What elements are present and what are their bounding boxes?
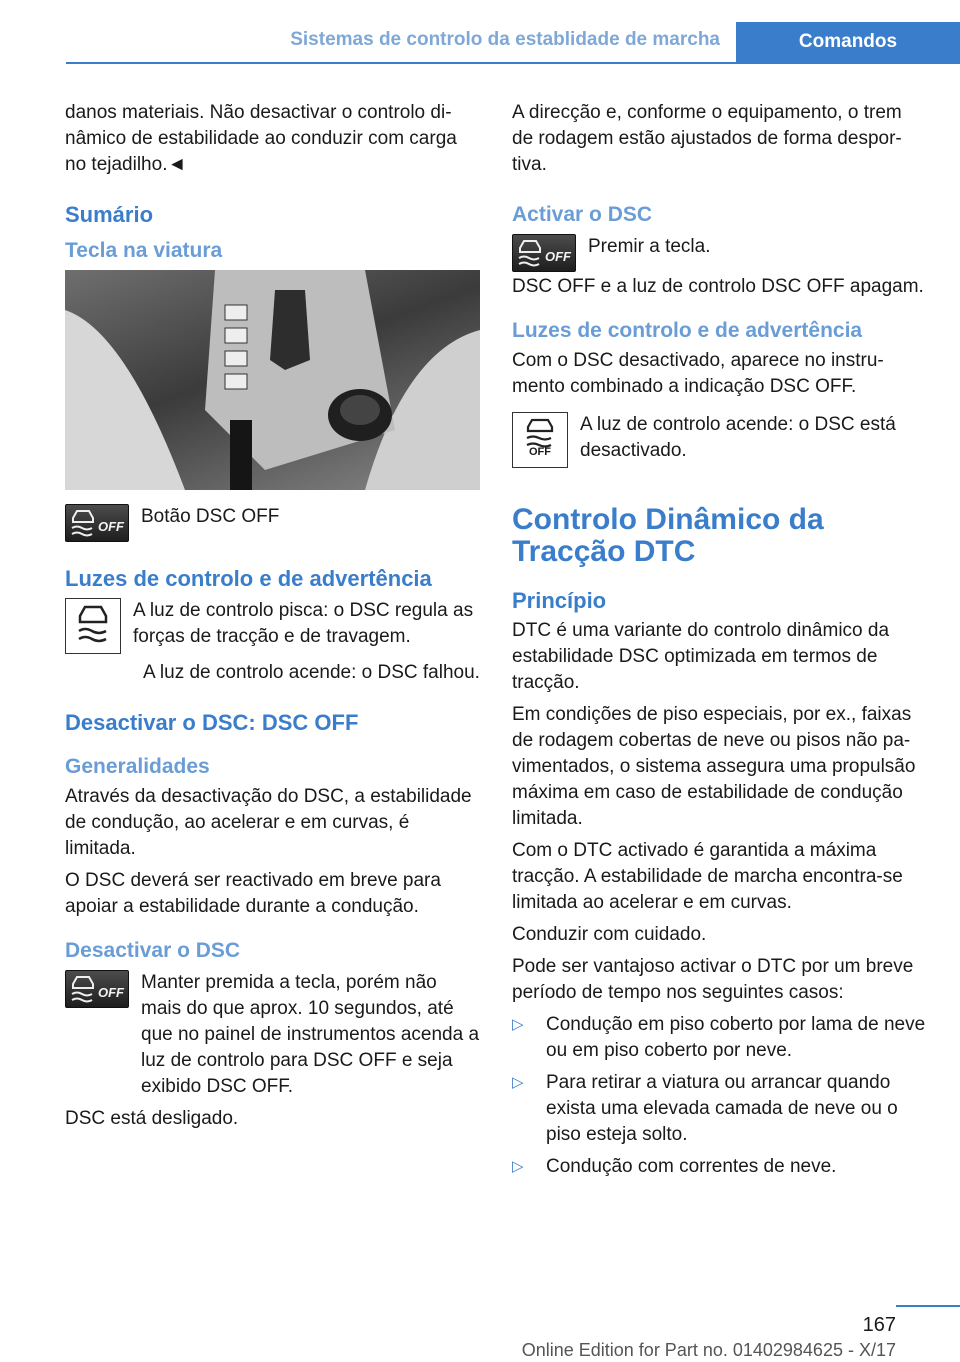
apagam-text: DSC OFF e a luz de controlo DSC OFF apagam. [512, 276, 924, 297]
dsc-button-label: OFF [98, 519, 124, 534]
left-column [65, 100, 480, 1138]
lamp-pisca-row [65, 598, 480, 656]
heading-activar: Activar o DSC [512, 203, 653, 226]
dtc-p3: Com o DTC activado é garantida a máxima tracção. A estabilidade de marcha encontra-se limitada ao acelerar e em curvas. [512, 840, 903, 913]
list-item: ▷ Condução em piso coberto por lama de neve ou em piso coberto por neve. [512, 1014, 926, 1061]
section-title: Sistemas de controlo da establidade de marcha [290, 29, 720, 50]
luz-acende-text-left: A luz de controlo acende: o DSC falhou. [143, 662, 480, 683]
lamp-off-label: OFF [529, 446, 551, 458]
generalidades-p1: Através da desactivação do DSC, a estabilidade de condução, ao acelerar e em curvas, é limitada. [65, 786, 472, 859]
dsc-lamp-icon [65, 598, 121, 654]
heading-sumario: Sumário [65, 202, 154, 227]
console-photo-drawing [65, 270, 480, 490]
premir-text: Premir a tecla. [588, 236, 711, 257]
generalidades-p2: O DSC deverá ser reactivado em breve para apoiar a estabilidade durante a condução. [65, 870, 441, 917]
right-column [512, 100, 927, 1186]
intro-text-right: A direcção e, conforme o equipamento, o trem de rodagem estão ajustados de forma desportiva. [512, 102, 902, 175]
footer-rule [896, 1305, 960, 1307]
activar-row [512, 234, 927, 272]
heading-desactivar: Desactivar o DSC: DSC OFF [65, 710, 359, 735]
heading-desactivar-sub: Desactivar o DSC [65, 939, 241, 962]
dsc-desligado-text: DSC está desligado. [65, 1108, 239, 1129]
dtc-p4: Conduzir com cuidado. [512, 924, 707, 945]
dtc-p2: Em condições de piso especiais, por ex., faixas de rodagem cobertas de neve ou pisos não pavimentados, o sistema assegura uma propulsão máxima em caso de estabilidade de condução limitada. [512, 704, 916, 829]
page-header [66, 22, 960, 64]
dsc-button-label-3: OFF [545, 249, 571, 264]
dtc-p1: DTC é uma variante do controlo dinâmico da estabilidade DSC optimizada em termos de tracção. [512, 620, 890, 693]
heading-tecla: Tecla na viatura [65, 239, 223, 262]
dsc-off-button-icon-2 [65, 970, 129, 1008]
dtc-cases-list [512, 1012, 927, 1180]
intro-text-left: danos materiais. Não desactivar o controlo dinâmico de estabilidade ao conduzir com carga no tejadilho.◄ [65, 102, 457, 175]
list-item: ▷ Condução com correntes de neve. [512, 1154, 927, 1180]
luz-pisca-text: A luz de controlo pisca: o DSC regula as forças de tracção e de travagem. [133, 600, 474, 647]
lamp-off-row [512, 412, 927, 468]
dsc-off-button-icon-3 [512, 234, 576, 272]
dsc-off-button-icon [65, 504, 129, 542]
heading-generalidades: Generalidades [65, 755, 210, 778]
desactivar-text: Manter premida a tecla, porém não mais do que aprox. 10 segundos, até que no painel de instrumentos acenda a luz de controlo para DSC OFF e seja exibido DSC OFF. [141, 972, 480, 1097]
console-photo [65, 270, 480, 490]
page-number: 167 [862, 1314, 896, 1336]
dsc-button-label-2: OFF [98, 985, 124, 1000]
dsc-off-button-row [65, 504, 480, 542]
com-dsc-text: Com o DSC desactivado, aparece no instrumento combinado a indicação DSC OFF. [512, 350, 884, 397]
bullet-icon: ▷ [512, 1158, 524, 1175]
heading-dtc: Controlo Dinâmico da Tracção DTC [512, 503, 824, 568]
bullet-icon: ▷ [512, 1016, 524, 1033]
heading-luzes-left: Luzes de controlo e de advertência [65, 566, 432, 591]
desactivar-row [65, 970, 480, 1100]
edition-text: Online Edition for Part no. 01402984625 - X/17 [521, 1340, 896, 1360]
botao-dsc-label: Botão DSC OFF [141, 506, 280, 527]
heading-luzes-right: Luzes de controlo e de advertência [512, 319, 863, 342]
bullet-icon: ▷ [512, 1074, 524, 1091]
list-item: ▷ Para retirar a viatura ou arrancar quando exista uma elevada camada de neve ou o piso esteja solto. [512, 1072, 898, 1145]
chapter-tab[interactable]: Comandos [736, 22, 960, 62]
heading-principio: Princípio [512, 588, 607, 613]
dtc-p5: Pode ser vantajoso activar o DTC por um breve período de tempo nos seguintes casos: [512, 956, 914, 1003]
luz-acende-text-right: A luz de controlo acende: o DSC está desactivado. [580, 414, 896, 461]
dsc-off-lamp-icon [512, 412, 568, 468]
